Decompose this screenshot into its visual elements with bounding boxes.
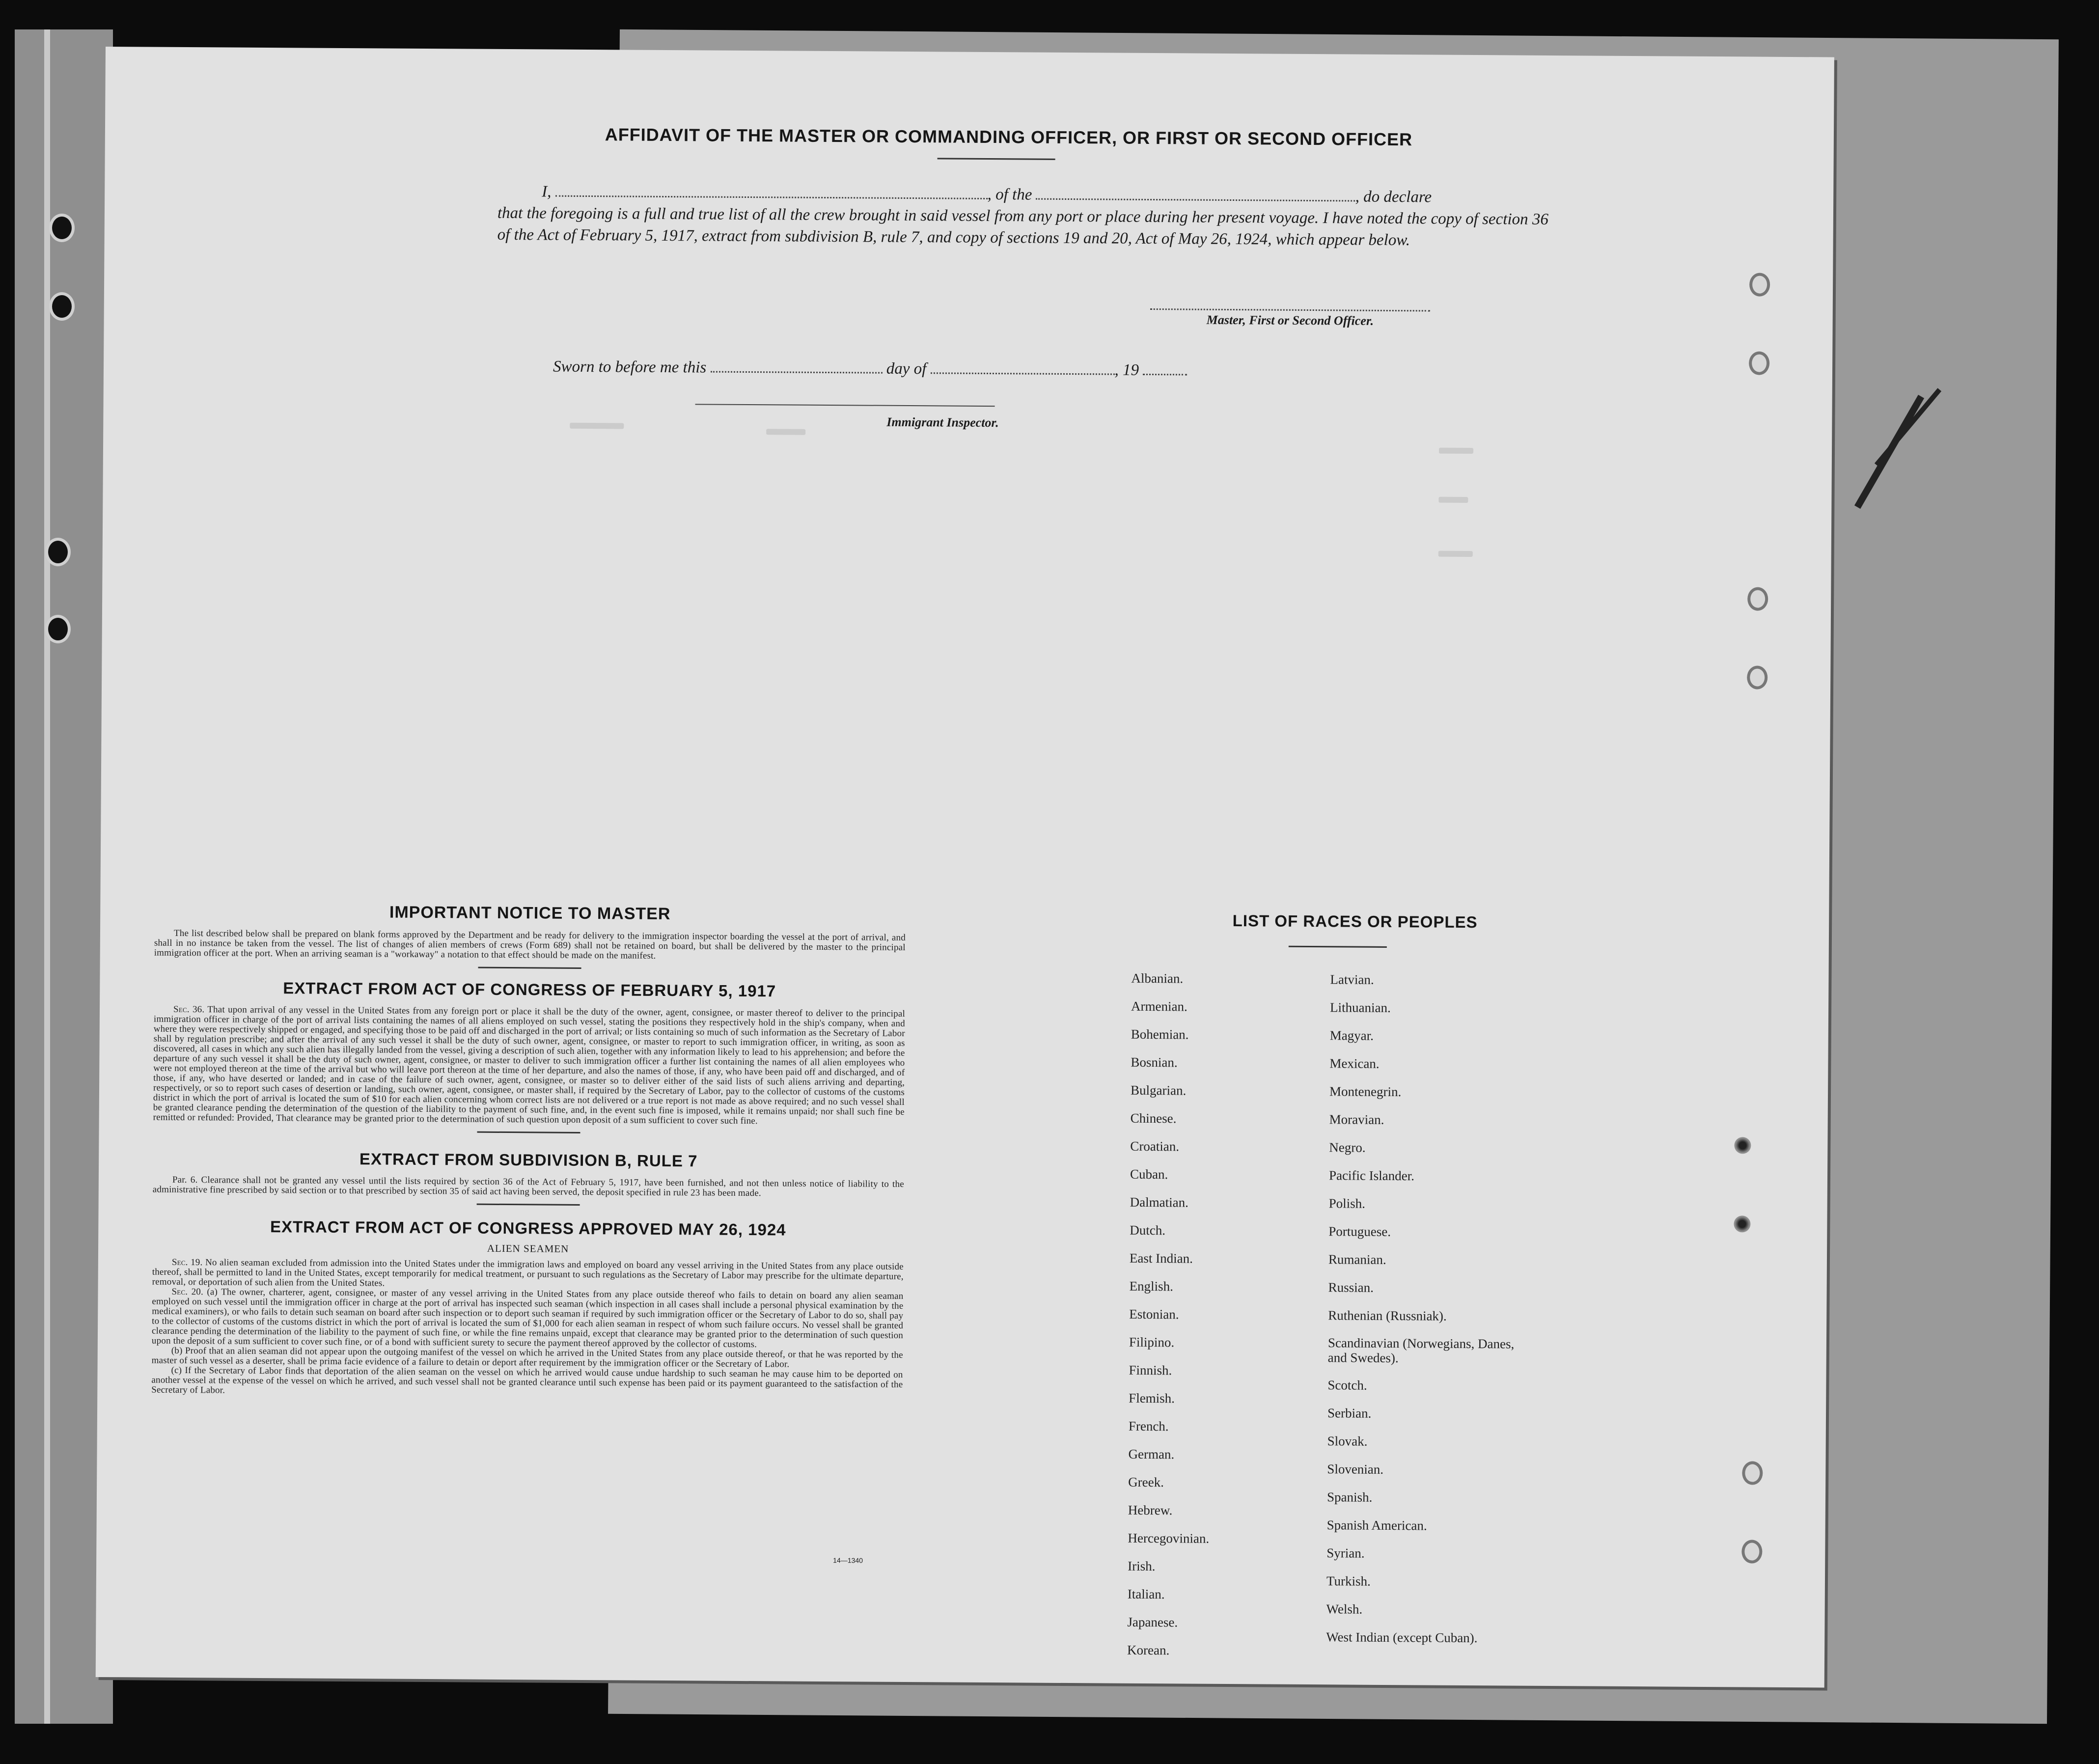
binder-hole: [49, 214, 75, 242]
section-divider: [477, 1131, 580, 1133]
race-item: Moravian.: [1329, 1112, 1384, 1127]
race-item: Finnish.: [1129, 1362, 1172, 1378]
race-item: Italian.: [1127, 1586, 1165, 1602]
master-signature-caption: Master, First or Second Officer.: [1206, 312, 1374, 328]
section-divider: [478, 967, 581, 969]
rule-7-title: EXTRACT FROM SUBDIVISION B, RULE 7: [359, 1150, 698, 1170]
bleed-through-mark: [1438, 497, 1468, 503]
affidavit-page: [96, 47, 1834, 1687]
race-item: Montenegrin.: [1329, 1084, 1402, 1100]
race-item: Negro.: [1329, 1140, 1366, 1155]
race-item: Scotch.: [1327, 1378, 1367, 1393]
affidavit-title: AFFIDAVIT OF THE MASTER OR COMMANDING OFFICER, OR FIRST OR SECOND OFFICER: [605, 124, 1413, 150]
section-20c-text: (c) If the Secretary of Labor finds that deportation of the alien seaman on the vessel on which he arrived would cause undue hardship to such seaman he may cause him to be deported on another vessel at the expense of the vessel on which he arrived, and such vessel shall not be granted clearance until such expense has been paid or its payment guaranteed to the satisfaction of the Secretary of Labor.: [151, 1365, 903, 1396]
binder-hole: [45, 615, 71, 643]
extract-1917-title: EXTRACT FROM ACT OF CONGRESS OF FEBRUARY 5, 1917: [283, 979, 776, 1000]
race-item: Welsh.: [1326, 1601, 1363, 1617]
race-item: Filipino.: [1129, 1334, 1175, 1350]
bleed-through-mark: [1439, 448, 1473, 454]
race-item: Bulgarian.: [1130, 1082, 1187, 1098]
section-19-text: [152, 1258, 904, 1292]
of-the-label: , of the: [987, 185, 1032, 204]
race-item: Turkish.: [1326, 1573, 1371, 1589]
race-item: Chinese.: [1130, 1110, 1177, 1126]
year-label: , 19: [1114, 361, 1139, 379]
binder-hole: [45, 538, 71, 566]
section-label: Sec. 20.: [171, 1286, 204, 1297]
section-label: Sec. 36.: [173, 1004, 205, 1015]
rivet: [1734, 1215, 1750, 1232]
section-divider: [477, 1204, 580, 1206]
vessel-blank[interactable]: [1036, 198, 1355, 202]
title-underline: [938, 158, 1055, 160]
race-item: Rumanian.: [1328, 1252, 1386, 1267]
race-item: Japanese.: [1127, 1614, 1178, 1630]
form-number: 14—1340: [833, 1556, 863, 1565]
affidavit-body-text: that the foregoing is a full and true list of all the crew brought in said vessel from any port or place during her present voyage. I have noted the copy of section 36 of the Act of February 5, 1917, extract from subdivision B, rule 7, and copy of sections 19 and 20, Act of May 26, 1924, which appear below.: [497, 204, 1549, 249]
race-item: Hebrew.: [1128, 1502, 1173, 1518]
sworn-year-blank[interactable]: [1143, 374, 1187, 376]
section-label: Sec. 19.: [171, 1257, 203, 1268]
race-item: Dalmatian.: [1130, 1194, 1188, 1210]
punch-hole: [1741, 1540, 1762, 1563]
section-36-text: That upon arrival of any vessel in the United States from any foreign port or place it shall be the duty of the owner, agent, consignee, or master thereof to deliver to the principal immigration officer in charge of the port of arrival lists containing the names of all aliens employed on such vessel, stating the positions they respectively hold in the ship's company, when and where they were respectively shipped or engaged, and specifying those to be paid off and discharged in the port of arrival; or lists containing so much of such information as the Secretary of Labor shall by regulation prescribe; and after the arrival of any such vessel it shall be the duty of such owner, agent, consignee, or master to report to such immigration officer, in writing, as soon as discovered, all cases in which any such alien has illegally landed from the vessel, giving a description of such alien, together with any information likely to lead to his apprehension; and before the departure of any such vessel it shall be the duty of such owner, agent, consignee, or master to deliver to such immigration officer a further list containing the names of all alien employees who were not employed thereon at the time of the arrival but who will leave port thereon at the time of her departure, and also the names of those, if any, who have been paid off and discharged, and of those, if any, who have deserted or landed; and in case of the failure of such owner, agent, consignee, or master so to deliver either of the said lists of such aliens arriving and departing, respectively, or so to report such cases of desertion or landing, such owner, agent, consignee, or master shall, if required by the Secretary of Labor, pay to the collector of customs of the customs district in which the port of arrival is located the sum of $10 for each alien concerning whom correct lists are not delivered or a true report is not made as above required; and no such vessel shall be granted clearance pending the determination of the question of the liability to the payment of such fine, and, in the event such fine is imposed, while it remains unpaid; nor shall such fine be remitted or refunded: Provided, That clearance may be granted prior to the determination of such question upon deposit of a sum sufficient to cover such fine.: [153, 1004, 906, 1127]
race-item: Bohemian.: [1131, 1026, 1189, 1042]
affidavit-statement: [497, 181, 1549, 252]
binder-hole: [49, 292, 75, 321]
section-19-body: No alien seaman excluded from admission into the United States under the immigration laws and employed on board any vessel arriving in the United States from any place outside thereof, shall be permitted to land in the United States, except temporarily for medical treatment, or pursuant to such regulations as the Secretary of Labor may prescribe for the ultimate departure, removal, or deportation of such alien from the United States.: [152, 1257, 904, 1289]
race-item: Polish.: [1328, 1196, 1366, 1211]
race-item: Latvian.: [1330, 972, 1374, 987]
punch-hole: [1742, 1461, 1763, 1485]
i-label: I,: [542, 183, 552, 201]
day-of-label: day of: [886, 359, 927, 378]
extract-1917-body: [153, 1005, 905, 1127]
notice-title: IMPORTANT NOTICE TO MASTER: [389, 903, 671, 924]
race-item: Albanian.: [1131, 970, 1184, 986]
race-item: Portuguese.: [1328, 1224, 1391, 1240]
race-item: Greek.: [1128, 1474, 1164, 1490]
race-item: Ruthenian (Russniak).: [1328, 1308, 1447, 1323]
race-item: Spanish American.: [1326, 1517, 1427, 1533]
race-item: Estonian.: [1129, 1306, 1179, 1322]
punch-hole: [1749, 273, 1770, 296]
race-item: Croatian.: [1130, 1138, 1180, 1154]
race-item: Mexican.: [1329, 1056, 1380, 1071]
rule-7-body: Par. 6. Clearance shall not be granted any vessel until the lists required by section 36 of the Act of February 5, 1917, have been furnished, and not then unless notice of liability to the administrative fine prescribed by said section or to that prescribed by section 35 of said act having been served, the deposit specified in rule 23 has been made.: [152, 1174, 904, 1199]
race-item: Lithuanian.: [1330, 1000, 1391, 1016]
sworn-line: [553, 358, 1188, 380]
race-item: Syrian.: [1326, 1545, 1365, 1561]
race-item: French.: [1128, 1418, 1169, 1434]
races-title: LIST OF RACES OR PEOPLES: [1232, 911, 1478, 932]
race-item: English.: [1129, 1278, 1173, 1294]
punch-hole: [1747, 665, 1768, 689]
alien-seamen-subtitle: ALIEN SEAMEN: [487, 1242, 569, 1255]
inspector-signature-caption: Immigrant Inspector.: [886, 414, 999, 430]
name-blank[interactable]: [555, 195, 988, 199]
race-item: German.: [1128, 1446, 1175, 1462]
race-item: Flemish.: [1129, 1390, 1175, 1406]
race-item: Serbian.: [1327, 1406, 1372, 1421]
races-title-underline: [1289, 946, 1387, 948]
race-item: Bosnian.: [1131, 1054, 1178, 1070]
section-20a-text: [152, 1287, 904, 1351]
race-item: Dutch.: [1130, 1222, 1166, 1238]
race-item: West Indian (except Cuban).: [1326, 1629, 1478, 1646]
race-item: Hercegovinian.: [1128, 1530, 1210, 1546]
races-left-column: [1127, 965, 1318, 1665]
sworn-month-blank[interactable]: [931, 372, 1115, 375]
bleed-through-mark: [766, 429, 805, 435]
race-item: Armenian.: [1131, 998, 1188, 1014]
race-item: Slovenian.: [1327, 1461, 1384, 1477]
race-item: Russian.: [1328, 1280, 1374, 1295]
race-item: Slovak.: [1327, 1433, 1368, 1449]
binder-edge: [44, 29, 50, 1724]
race-item: East Indian.: [1129, 1250, 1193, 1266]
inspector-signature-line[interactable]: [695, 404, 995, 407]
race-item: Cuban.: [1130, 1166, 1168, 1182]
section-20a-body: (a) The owner, charterer, agent, consignee, or master of any vessel arriving in the United States from any place outside thereof who fails to detain on board any alien seaman employed on such vessel until the immigration officer in charge at the port of arrival has inspected such seaman (which inspection in all cases shall include a personal physical examination by the medical examiners), or who fails to detain such seaman on board after such inspection or to deport such seaman if required by such immigration officer or the Secretary of Labor to do so, shall pay to the collector of customs of the customs district in which the port of arrival is located the sum of $1,000 for each alien seaman in respect of whom such failure occurs. No vessel shall be granted clearance pending the determination of the liability to the payment of such fine, or while the fine remains unpaid, except that clearance may be granted prior to the determination of such question upon the deposit of a sum sufficient to cover such fine, or of a bond with sufficient surety to secure the payment thereof approved by the collector of customs.: [151, 1287, 904, 1350]
notice-section: [151, 902, 906, 1400]
punch-hole: [1749, 351, 1769, 375]
punch-hole: [1747, 587, 1768, 610]
bleed-through-mark: [570, 423, 624, 429]
race-item: Irish.: [1128, 1558, 1156, 1574]
section-20b-text: (b) Proof that an alien seaman did not appear upon the outgoing manifest of the vessel on which he arrived in the United States from any place outside thereof, or that he was reported by the master of such vessel as a deserter, shall be prima facie evidence of a failure to detain or deport after requirement by the immigration officer or the Secretary of Labor.: [151, 1345, 903, 1370]
rivet: [1734, 1137, 1751, 1154]
sworn-day-blank[interactable]: [710, 371, 882, 374]
notice-body: The list described below shall be prepared on blank forms approved by the Department and be ready for delivery to the immigration inspector boarding the vessel at the port of arrival, and shall in no instance be taken from the vessel. The list of changes of alien members of crews (Form 689) shall not be retained on board, but shall be delivered by the master to the principal immigration officer at the port. When an arriving seaman is a "workaway" a notation to that effect should be made on the manifest.: [154, 928, 906, 961]
extract-1924-title: EXTRACT FROM ACT OF CONGRESS APPROVED MAY 26, 1924: [270, 1217, 786, 1239]
race-item: Spanish.: [1326, 1489, 1373, 1505]
sworn-label: Sworn to before me this: [552, 358, 707, 377]
race-item: Korean.: [1127, 1642, 1170, 1658]
race-item: Magyar.: [1329, 1028, 1374, 1043]
race-item: Scandinavian (Norwegians, Danes, and Swedes).: [1327, 1335, 1515, 1366]
bleed-through-mark: [1438, 551, 1473, 557]
master-signature-line[interactable]: [1150, 308, 1430, 311]
races-right-column: [1326, 965, 1537, 1653]
do-declare-label: , do declare: [1355, 188, 1432, 206]
race-item: Pacific Islander.: [1328, 1168, 1415, 1184]
